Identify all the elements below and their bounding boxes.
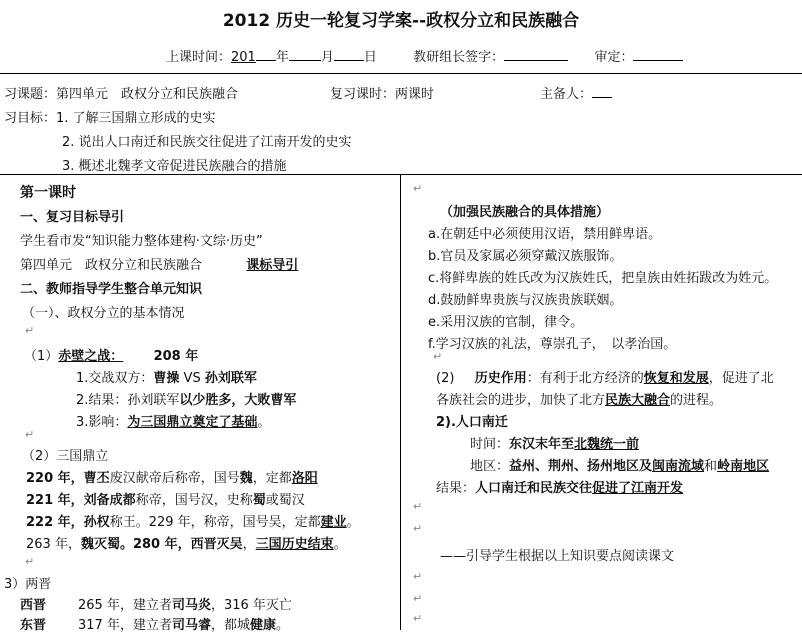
- effect-label: 历史作用: [474, 371, 527, 386]
- jin-east-mid: ，都城: [210, 618, 250, 633]
- goals-row-1: [4, 107, 216, 126]
- effect-t5: 民族大融合: [605, 393, 671, 408]
- measure-b: b.官员及家属必须穿戴汉族服饰。: [428, 249, 623, 264]
- section-1-text: 学生看市发“知识能力整体建构·文综·历史”: [20, 234, 263, 249]
- goals-label: 习目标：: [4, 111, 57, 126]
- review-label: 审定：: [594, 50, 634, 65]
- sanguo-r2-year: 221 年，: [26, 493, 84, 508]
- measures-title: （加强民族融合的具体措施）: [440, 205, 610, 220]
- month-label: 月: [320, 50, 334, 65]
- day-label: 日: [363, 50, 377, 65]
- migration-time-row: [470, 433, 639, 452]
- jin-west-founder: 司马炎: [171, 598, 211, 613]
- chibi-l2-value: 以少胜多，大败曹军: [179, 393, 297, 408]
- goal-2: 2. 说出人口南迁和民族交往促进了江南开发的史实: [62, 135, 352, 150]
- year-prefix: 201: [231, 50, 256, 65]
- effect-t2: 恢复和发展: [643, 371, 709, 386]
- section-2-heading: 二、教师指导学生整合单元知识: [20, 282, 203, 297]
- paragraph-mark: ↵: [413, 570, 423, 583]
- migration-area-a: 益州、荆州、扬州地区及: [509, 459, 653, 474]
- goal-3: 3. 概述北魏孝文帝促进民族融合的措施: [62, 159, 287, 174]
- sanguo-r4-tail: 。: [333, 537, 347, 552]
- chibi-l1-side-b: 孙刘联军: [204, 371, 257, 386]
- jin-west-tail: ，316 年灭亡: [210, 598, 292, 613]
- sanguo-row-2: [26, 489, 305, 508]
- measure-f: f.学习汉族的礼法，尊崇孔子， 以孝治国。: [428, 337, 677, 352]
- paragraph-mark: ↵: [413, 182, 423, 195]
- chibi-l3-value: 为三国鼎立奠定了基础: [127, 415, 258, 430]
- subsection-1-heading: （一）、政权分立的基本情况: [22, 306, 185, 321]
- effect-row-1: [436, 367, 774, 386]
- sanguo-r1-year: 220 年，: [26, 471, 84, 486]
- migration-area-c: 和: [704, 459, 718, 474]
- paragraph-mark: ↵: [25, 324, 35, 337]
- jin-west-text: 265 年，建立者: [78, 598, 172, 613]
- lesson-heading: 第一课时: [20, 185, 76, 201]
- sign-label: 教研组长签字：: [413, 50, 505, 65]
- chibi-l3-tail: 。: [257, 415, 271, 430]
- month-blank: [289, 48, 321, 61]
- sanguo-r2-text: 称帝，国号汉，史称: [135, 493, 253, 508]
- chibi-l1-label: 1.交战双方：: [76, 371, 154, 386]
- chibi-l3-label: 3.影响：: [76, 415, 128, 430]
- migration-time-label: 时间：: [470, 437, 510, 452]
- sanguo-row-3: [26, 511, 360, 530]
- migration-time-b: 北魏统一前: [574, 437, 640, 452]
- migration-area-row: [470, 455, 769, 474]
- chibi-line-3: [76, 411, 270, 430]
- chibi-name: 赤壁之战：: [58, 349, 124, 364]
- sanguo-r3-tail: 。: [346, 515, 360, 530]
- effect-num: (2): [436, 371, 455, 386]
- sanguo-r3-year: 222 年，: [26, 515, 84, 530]
- paragraph-mark: ↵: [413, 612, 423, 625]
- sanguo-r2-ruler: 刘备成都: [83, 493, 136, 508]
- sanguo-row-4: [26, 533, 347, 552]
- chibi-row: [24, 345, 198, 364]
- chibi-line-1: [76, 367, 257, 386]
- chibi-year: 208 年: [153, 349, 199, 364]
- column-divider: [400, 175, 401, 630]
- sanguo-r3-capital: 建业: [320, 515, 347, 530]
- paragraph-mark: ↵: [25, 555, 35, 568]
- measure-d: d.鼓励鲜卑贵族与汉族贵族联姻。: [428, 293, 623, 308]
- jin-heading: 3）两晋: [4, 577, 52, 592]
- year-label: 年: [275, 50, 289, 65]
- sanguo-r1-ruler: 曹丕: [83, 471, 110, 486]
- chibi-line-2: [76, 389, 296, 408]
- page-title: 2012 历史一轮复习学案--政权分立和民族融合: [222, 11, 580, 31]
- sanguo-r2-state: 蜀: [252, 493, 266, 508]
- chibi-l1-side-a: 曹操: [153, 371, 180, 386]
- migration-area-label: 地区：: [470, 459, 510, 474]
- guide-note: ——引导学生根据以上知识要点阅读课文: [440, 549, 675, 564]
- rule-table-top: [0, 174, 802, 175]
- paragraph-mark: ↵: [413, 500, 423, 513]
- sanguo-r4-year-b: 。280 年，: [119, 537, 191, 552]
- migration-heading: 2).人口南迁: [436, 415, 508, 430]
- sanguo-r4-year: 263 年，: [26, 537, 81, 552]
- jin-east-tail: 。: [276, 618, 290, 633]
- unit-row: [20, 254, 298, 273]
- chibi-l1-vs: VS: [179, 371, 205, 386]
- goal-1: 1. 了解三国鼎立形成的史实: [56, 111, 216, 126]
- unit-name: 第四单元 政权分立和民族融合: [20, 258, 203, 273]
- jin-east-name: 东晋: [20, 618, 47, 633]
- sanguo-heading: （2）三国鼎立: [22, 449, 109, 464]
- measure-c: c.将鲜卑族的姓氏改为汉族姓氏，把皇族由姓拓跋改为姓元。: [428, 271, 778, 286]
- class-time-label: 上课时间：: [166, 50, 232, 65]
- effect-row-2: [436, 389, 722, 408]
- jin-west-row: [20, 594, 292, 613]
- paragraph-mark: ↵: [413, 522, 423, 535]
- migration-area-d: 岭南地区: [717, 459, 770, 474]
- sanguo-r1-state: 魏: [239, 471, 253, 486]
- topic-row: [4, 83, 238, 102]
- jin-west-name: 西晋: [20, 598, 47, 613]
- effect-t3: ，促进了北: [708, 371, 774, 386]
- paragraph-mark: ↵: [433, 350, 443, 363]
- topic-label: 习课题：: [4, 87, 57, 102]
- sanguo-r4-event-a: 魏灭蜀: [80, 537, 120, 552]
- sanguo-r1-mid: ，定都: [252, 471, 292, 486]
- effect-t4: 各族社会的进步，加快了北方: [436, 393, 606, 408]
- sign-blank: [504, 48, 568, 61]
- jin-east-text: 317 年，建立者: [78, 618, 172, 633]
- jin-east-founder: 司马睿: [171, 618, 211, 633]
- paragraph-mark: ↵: [25, 428, 35, 441]
- rule-top: [0, 73, 802, 74]
- sanguo-row-1: [26, 467, 318, 486]
- migration-result-a: 人口南迁和民族交往: [475, 481, 593, 496]
- topic-value: 第四单元 政权分立和民族融合: [56, 87, 239, 102]
- sanguo-r4-event-b: 西晋灭吴: [190, 537, 243, 552]
- preparer-blank: [592, 85, 612, 98]
- section-1-heading: 一、复习目标导引: [20, 210, 125, 225]
- preparer-row: [540, 83, 612, 102]
- migration-result-label: 结果：: [436, 481, 476, 496]
- migration-time-a: 东汉末年至: [509, 437, 575, 452]
- sanguo-r1-text: 废汉献帝后称帝，国号: [109, 471, 240, 486]
- sanguo-r3-ruler: 孙权: [83, 515, 110, 530]
- migration-area-b: 闽南流域: [652, 459, 705, 474]
- year-blank: [256, 48, 276, 61]
- migration-result-b: 促进了江南开发: [592, 481, 684, 496]
- chibi-l2-label: 2.结果：孙刘联军: [76, 393, 180, 408]
- sanguo-r4-comma: ，: [242, 537, 256, 552]
- jin-east-row: [20, 614, 289, 633]
- jin-east-capital: 健康: [249, 618, 276, 633]
- measure-a: a.在朝廷中必须使用汉语，禁用鲜卑语。: [428, 227, 662, 242]
- preparer-label: 主备人：: [540, 87, 593, 102]
- effect-t1: ：有利于北方经济的: [526, 371, 644, 386]
- meta-line: [166, 46, 683, 65]
- day-blank: [334, 48, 364, 61]
- sanguo-r4-end: 三国历史结束: [255, 537, 334, 552]
- sanguo-r3-text: 称王。229 年，称帝，国号吴，定都: [109, 515, 321, 530]
- paragraph-mark: ↵: [413, 592, 423, 605]
- measure-e: e.采用汉族的官制，律令。: [428, 315, 584, 330]
- review-blank: [633, 48, 683, 61]
- effect-t6: 的进程。: [670, 393, 723, 408]
- unit-guide-link: 课标导引: [246, 258, 299, 273]
- sanguo-r1-capital: 洛阳: [291, 471, 318, 486]
- sanguo-r2-tail: 或蜀汉: [265, 493, 305, 508]
- chibi-num: （1）: [24, 349, 59, 364]
- migration-result-row: [436, 477, 683, 496]
- hours-label: 复习课时：两课时: [330, 87, 435, 102]
